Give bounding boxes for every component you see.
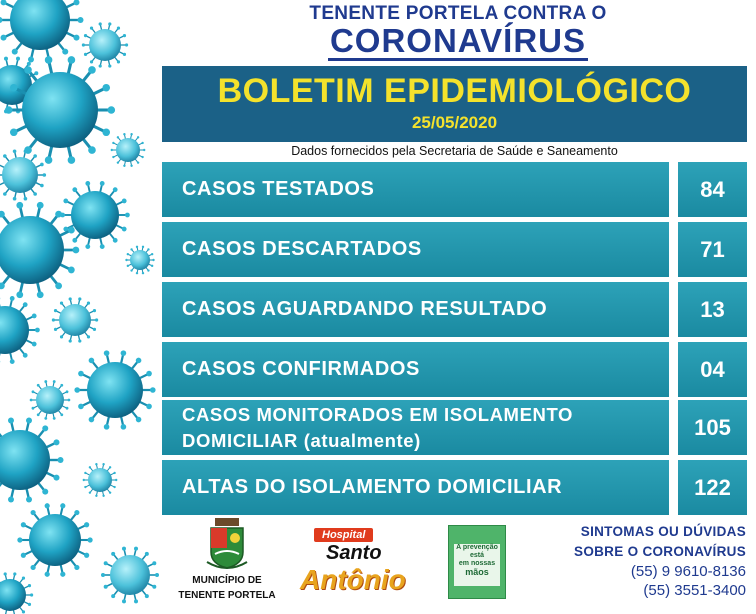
prevention-poster [448,525,506,599]
bulletin-date: 25/05/2020 [411,113,498,132]
bulletin-banner [162,66,747,142]
stat-row-discarded [162,222,747,277]
poster-line1: A prevenção está [456,544,498,559]
stat-label [162,400,669,455]
hospital-name-santo: Santo [326,542,382,564]
header-top-line: TENENTE PORTELA CONTRA O [309,3,607,24]
stat-value: 04 [678,342,747,397]
stat-label: CASOS DESCARTADOS [162,222,669,277]
contact-block [530,522,746,600]
hospital-logo [296,528,424,600]
hospital-name-antonio: Antônio [300,564,406,595]
source-note: Dados fornecidos pela Secretaria de Saúde e Saneamento [291,144,618,158]
stat-row-discharged [162,460,747,515]
stat-row-awaiting [162,282,747,337]
municipality-block [172,518,282,602]
poster-line3: mãos [465,567,489,577]
stat-value: 84 [678,162,747,217]
stat-label: ALTAS DO ISOLAMENTO DOMICILIAR [162,460,669,515]
poster-line2: em nossas [458,560,496,567]
municipality-line2: TENENTE PORTELA [178,590,276,601]
municipality-line1: MUNICÍPIO DE [192,575,262,586]
stat-value: 71 [678,222,747,277]
stat-value: 105 [678,400,747,455]
stat-label-line2: DOMICILIAR (atualmente) [182,429,421,451]
contact-line1: SINTOMAS OU DÚVIDAS [580,524,746,539]
stat-value: 122 [678,460,747,515]
phone-mobile[interactable]: (55) 9 9610-8136 [630,563,746,580]
stat-row-monitored [162,400,747,455]
stat-label: CASOS CONFIRMADOS [162,342,669,397]
contact-line2: SOBRE O CORONAVÍRUS [574,544,746,559]
header-title [160,24,756,61]
poster-text [454,544,500,586]
hospital-tag: Hospital [314,528,373,542]
bulletin-title: BOLETIM EPIDEMIOLÓGICO [217,72,692,110]
stat-row-tested [162,162,747,217]
stat-label: CASOS TESTADOS [162,162,669,217]
phone-landline[interactable]: (55) 3551-3400 [643,582,746,599]
municipal-crest-icon [205,518,249,572]
stat-value: 13 [678,282,747,337]
header-main-line: CORONAVÍRUS [329,22,587,59]
stat-label: CASOS AGUARDANDO RESULTADO [162,282,669,337]
stat-label-line1: CASOS MONITORADOS EM ISOLAMENTO [182,403,574,425]
stat-row-confirmed [162,342,747,397]
